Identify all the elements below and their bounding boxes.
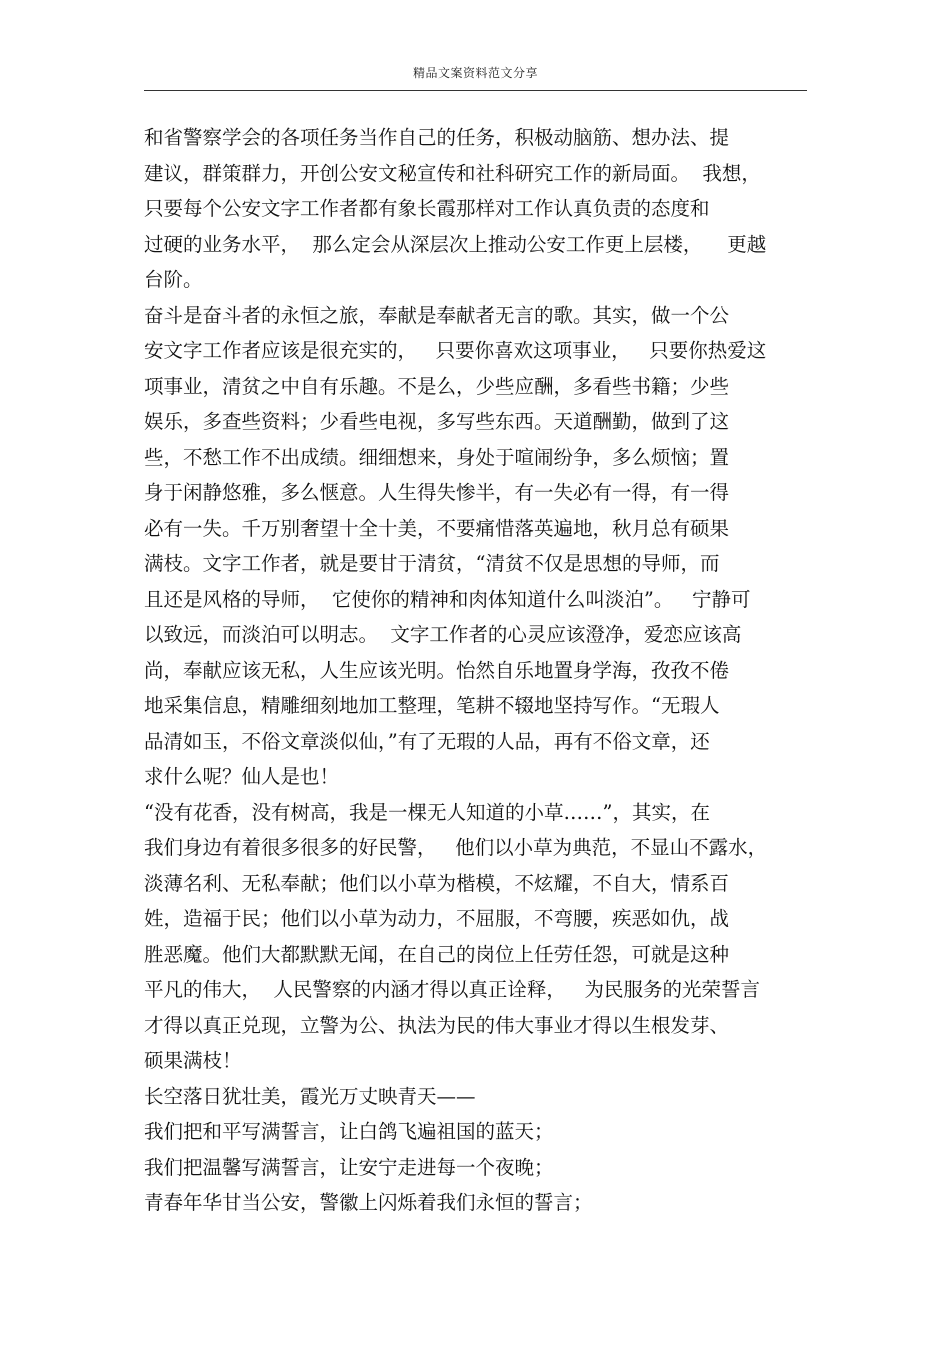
text-line: “没有花香，没有树高，我是一棵无人知道的小草……”，其实，在 xyxy=(144,800,710,824)
text-line: 品清如玉，不俗文章淡似仙，”有了无瑕的人品，再有不俗文章，还 xyxy=(144,729,710,753)
text-line: 平凡的伟大， 人民警察的内涵才得以真正诠释， 为民服务的光荣誓言 xyxy=(144,978,760,1001)
text-line: 些，不愁工作不出成绩。细细想来，身处于喧闹纷争，多么烦恼；置 xyxy=(144,445,730,469)
text-line: 胜恶魔。他们大都默默无闻，在自己的岗位上任劳任怨，可就是这种 xyxy=(144,942,730,966)
text-line: 地采集信息，精雕细刻地加工整理，笔耕不辍地坚持写作。“无瑕人 xyxy=(144,694,720,717)
text-line: 安文字工作者应该是很充实的， 只要你喜欢这项事业， 只要你热爱这 xyxy=(144,339,767,362)
text-line: 满枝。文字工作者，就是要甘于清贫，“清贫不仅是思想的导师，而 xyxy=(144,552,720,575)
header-rule xyxy=(144,90,807,91)
text-line: 淡薄名利、无私奉献；他们以小草为楷模，不炫耀，不自大，情系百 xyxy=(144,871,730,895)
text-line: 项事业，清贫之中自有乐趣。不是么，少些应酬，多看些书籍；少些 xyxy=(144,374,730,398)
text-line: 尚，奉献应该无私，人生应该光明。怡然自乐地置身学海，孜孜不倦 xyxy=(144,658,730,682)
text-line: 建议，群策群力，开创公安文秘宣传和社科研究工作的新局面。 我想， xyxy=(144,161,761,185)
text-line: 姓，造福于民；他们以小草为动力，不屈服，不弯腰，疾恶如仇，战 xyxy=(144,907,730,930)
text-line: 台阶。 xyxy=(144,268,203,291)
text-line: 求什么呢？仙人是也！ xyxy=(144,765,340,788)
text-line: 只要每个公安文字工作者都有象长霞那样对工作认真负责的态度和 xyxy=(144,197,710,220)
page-header: 精品文案资料范文分享 xyxy=(412,66,538,80)
text-line: 过硬的业务水平， 那么定会从深层次上推动公安工作更上层楼， 更越 xyxy=(144,232,767,256)
text-line: 我们把和平写满誓言，让白鸽飞遍祖国的蓝天； xyxy=(144,1120,554,1143)
text-line: 长空落日犹壮美，霞光万丈映青天—— xyxy=(144,1084,476,1108)
text-line: 我们身边有着很多很多的好民警， 他们以小草为典范，不显山不露水， xyxy=(144,836,768,859)
text-line: 必有一失。千万别奢望十全十美，不要痛惜落英遍地，秋月总有硕果 xyxy=(144,516,730,540)
text-line: 娱乐，多查些资料；少看些电视，多写些东西。天道酬勤，做到了这 xyxy=(144,410,730,433)
document-body xyxy=(144,120,814,1221)
text-line: 青春年华甘当公安，警徽上闪烁着我们永恒的誓言； xyxy=(144,1191,593,1214)
text-line: 硕果满枝！ xyxy=(144,1049,242,1072)
text-line: 奋斗是奋斗者的永恒之旅，奉献是奉献者无言的歌。其实，做一个公 xyxy=(144,303,730,327)
text-line: 身于闲静悠雅，多么惬意。人生得失惨半，有一失必有一得，有一得 xyxy=(144,481,730,504)
text-line: 和省警察学会的各项任务当作自己的任务，积极动脑筋、想办法、提 xyxy=(144,126,730,149)
text-line: 以致远，而淡泊可以明志。 文字工作者的心灵应该澄净，爱恋应该高 xyxy=(144,623,742,646)
text-line: 且还是风格的导师， 它使你的精神和肉体知道什么叫淡泊”。 宁静可 xyxy=(144,587,751,611)
text-line: 我们把温馨写满誓言，让安宁走进每一个夜晚； xyxy=(144,1155,554,1179)
text-line: 才得以真正兑现，立警为公、执法为民的伟大事业才得以生根发芽、 xyxy=(144,1013,730,1037)
